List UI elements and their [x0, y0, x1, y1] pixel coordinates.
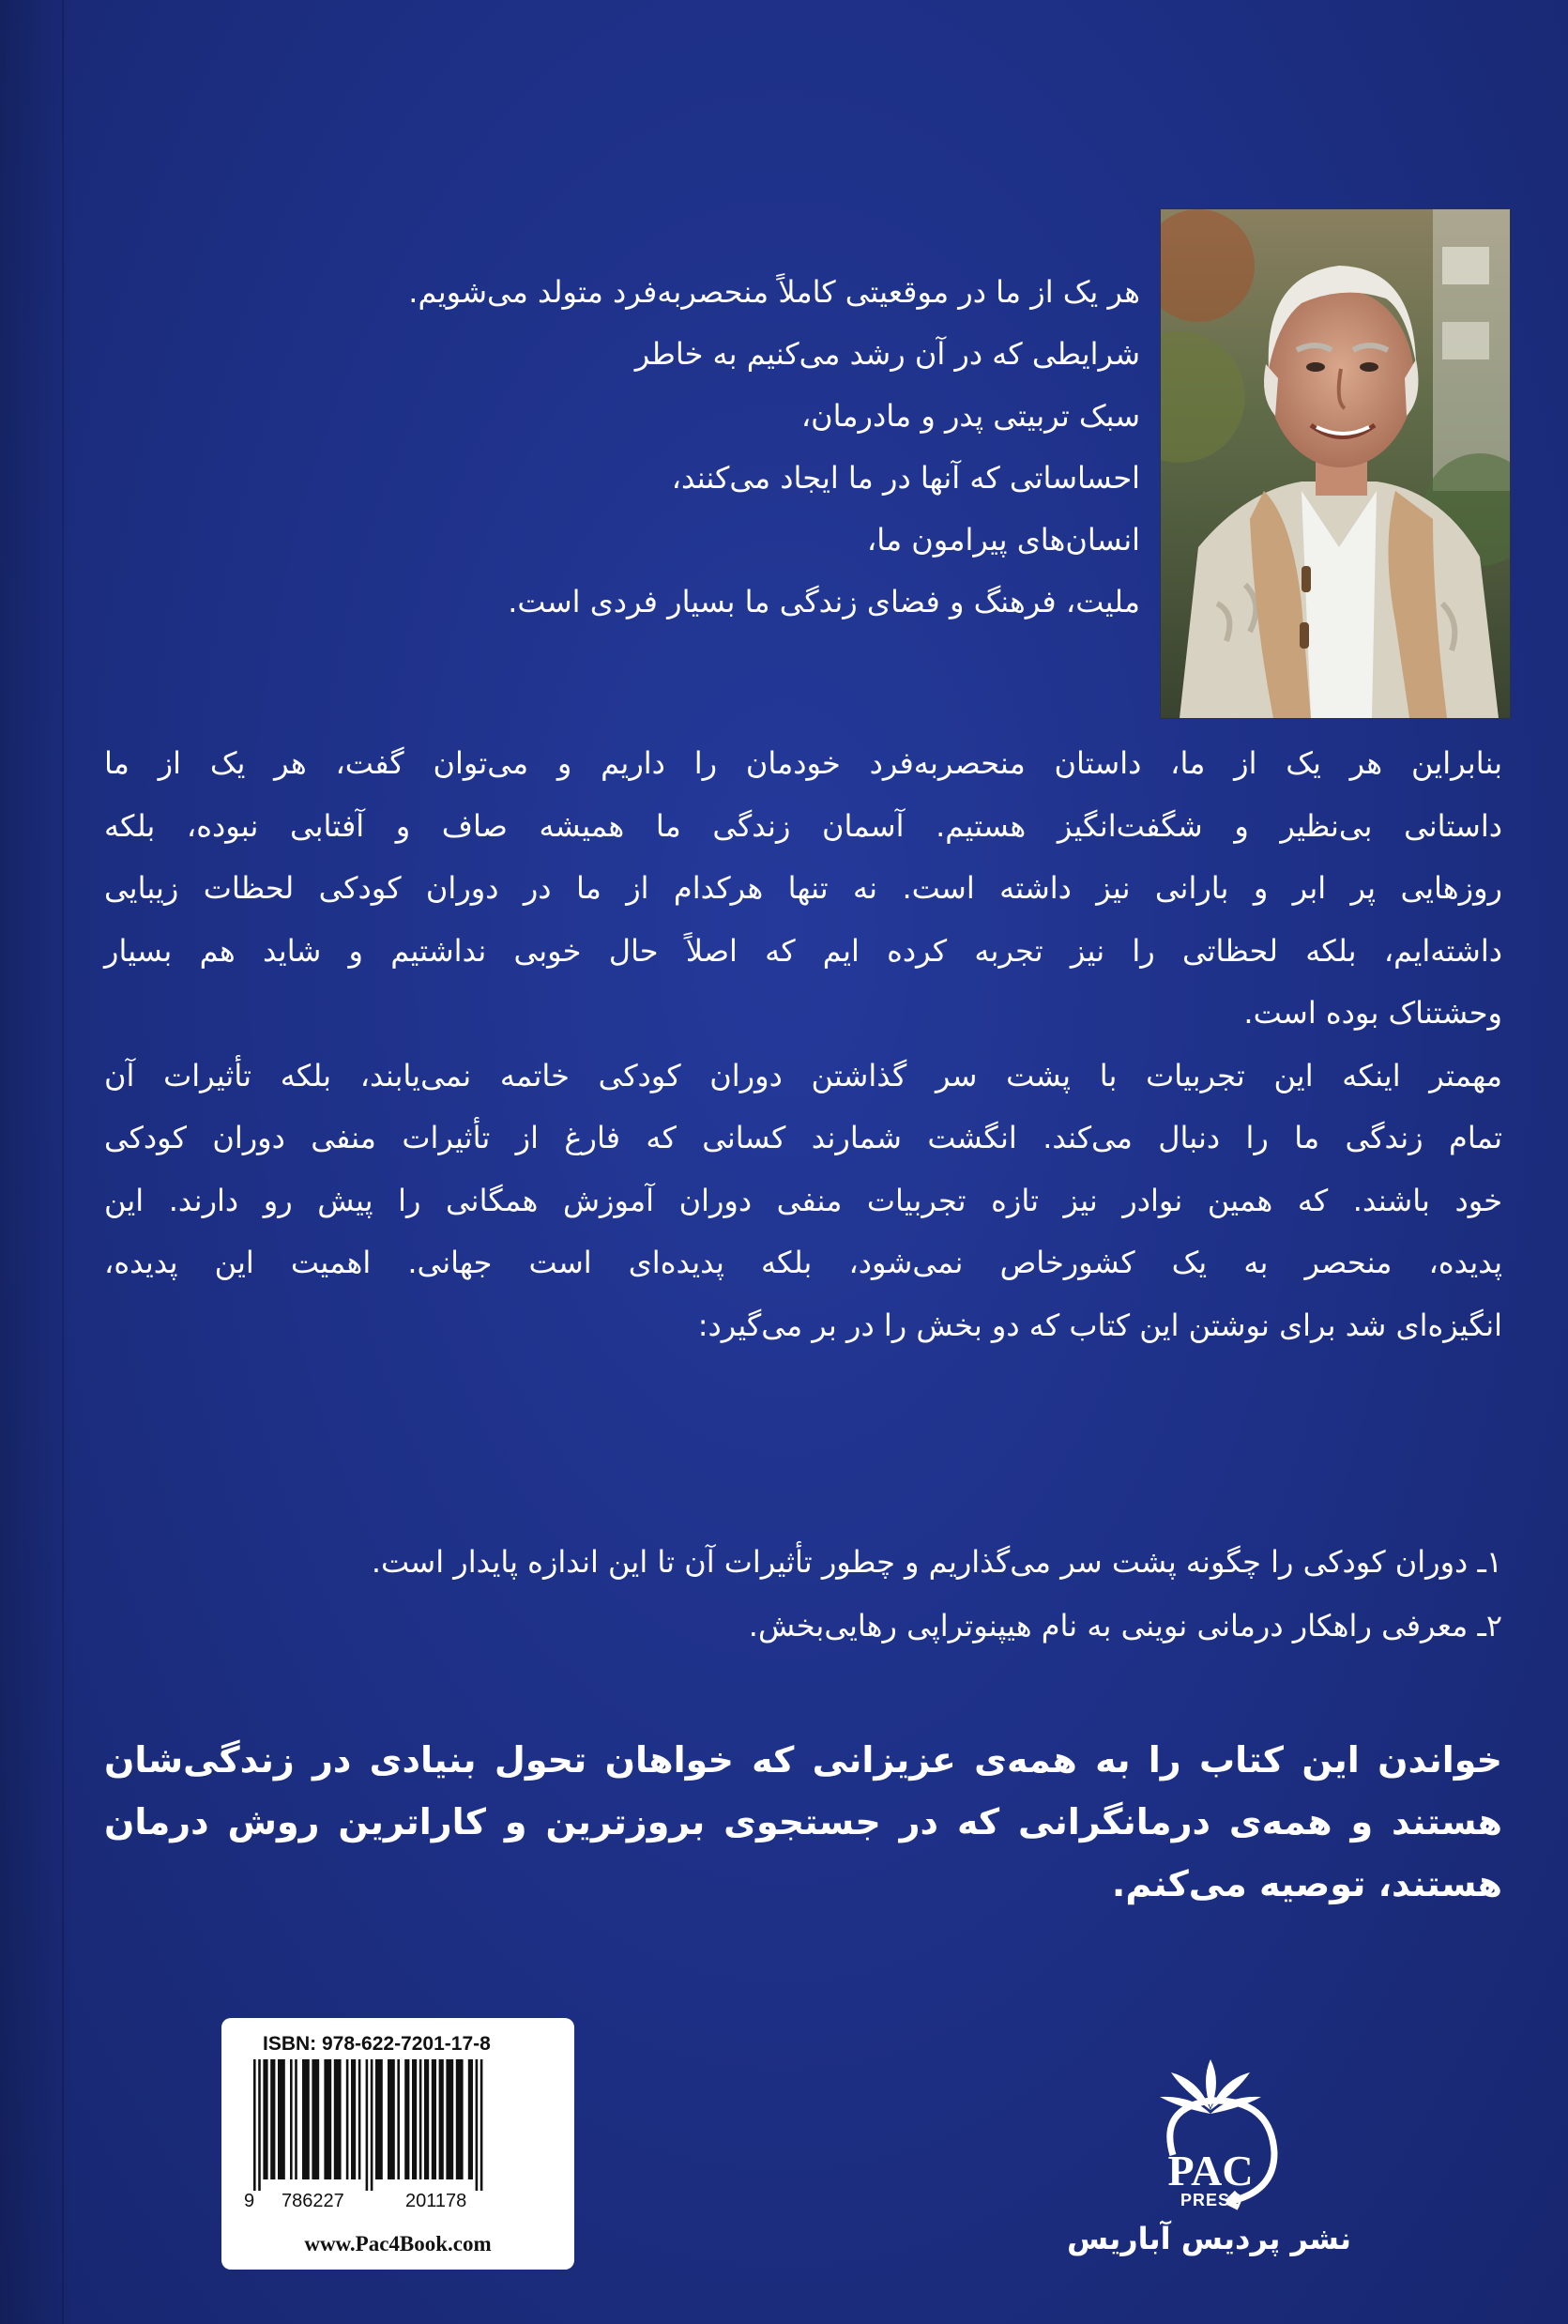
recommendation-line: هستند، توصیه می‌کنم. — [1111, 1863, 1502, 1904]
barcode-bar — [468, 2059, 473, 2179]
barcode-bar — [412, 2059, 417, 2179]
paragraph-line: مهمتر اینکه این تجربیات با پشت سر گذاشتن دوران کودکی خاتمه نمی‌یابند، بلکه تأثیرات آن — [104, 1057, 1502, 1093]
paragraph-1 — [104, 732, 1502, 1045]
intro-line: احساساتی که آنها در ما ایجاد می‌کنند، — [671, 460, 1140, 496]
ean-right-digits: 201178 — [405, 2191, 467, 2211]
barcode-bar — [258, 2059, 261, 2191]
pac-logo-text: PAC — [1167, 2147, 1254, 2194]
recommendation-text — [104, 1729, 1502, 1915]
paragraph-line: خود باشند. که همین نوادر نیز تازه تجربیات منفی دوران آموزش همگانی را پیش رو دارند. این — [104, 1182, 1502, 1218]
paragraph-line: بنابراین هر یک از ما، داستان منحصربه‌فرد خودمان را داریم و می‌توان گفت، هر یک از ما — [104, 745, 1502, 781]
barcode-bar — [432, 2059, 436, 2179]
barcode-bar — [366, 2059, 369, 2191]
barcode-bar — [439, 2059, 444, 2179]
isbn-number: ISBN: 978-622-7201-17-8 — [263, 2033, 491, 2055]
publisher-name: نشر پردیس آباریس — [1066, 2221, 1351, 2256]
barcode-bar — [371, 2059, 373, 2191]
ean-lead-digit: 9 — [244, 2191, 255, 2211]
intro-line: هر یک از ما در موقعیتی کاملاً منحصربه‌فرد متولد می‌شویم. — [408, 274, 1140, 310]
publisher-logo — [1066, 2052, 1351, 2270]
barcode-bar — [346, 2059, 349, 2179]
paragraph-line: انگیزه‌ای شد برای نوشتن این کتاب که دو بخش را در بر می‌گیرد: — [697, 1307, 1502, 1343]
press-word: PRESS — [1180, 2191, 1243, 2209]
barcode-bar — [295, 2059, 297, 2179]
barcode-bar — [375, 2059, 383, 2179]
intro-line: ملیت، فرهنگ و فضای زندگی ما بسیار فردی است. — [508, 584, 1140, 619]
barcode-bar — [456, 2059, 464, 2179]
list-item: ۱ـ دوران کودکی را چگونه پشت سر می‌گذاریم و چطور تأثیرات آن تا این اندازه پایدار است. — [371, 1544, 1502, 1580]
barcode-bar — [358, 2059, 361, 2179]
barcode-bar — [397, 2059, 400, 2179]
barcode-bar — [302, 2059, 310, 2179]
barcode-bar — [351, 2059, 356, 2179]
paragraph-line: تمام زندگی ما را دنبال می‌کند. انگشت شمارند کسانی که فارغ از تأثیرات منفی دوران کودکی — [104, 1120, 1502, 1155]
barcode-bar — [404, 2059, 409, 2179]
body-text — [104, 732, 1502, 1356]
intro-line: انسان‌های پیرامون ما، — [866, 522, 1140, 558]
barcode-bar — [419, 2059, 422, 2179]
paragraph-line: داشته‌ایم، بلکه لحظاتی را نیز تجربه کرده ایم که اصلاً حال خوبی نداشتیم و شاید هم بسیار — [104, 932, 1502, 969]
intro-line: شرایطی که در آن رشد می‌کنیم به خاطر — [634, 336, 1140, 372]
barcode-icon — [250, 2059, 546, 2191]
intro-line: سبک تربیتی پدر و مادرمان، — [800, 398, 1140, 434]
barcode-bar — [424, 2059, 429, 2179]
list-item: ۲ـ معرفی راهکار درمانی نوینی به نام هیپنوتراپی رهایی‌بخش. — [748, 1608, 1502, 1644]
barcode-bar — [476, 2059, 479, 2191]
recommendation-line: هستند و همه‌ی درمانگرانی که در جستجوی بروزترین و کاراترین روش درمان — [104, 1801, 1502, 1842]
barcode-bar — [253, 2059, 256, 2191]
barcode-bar — [388, 2059, 395, 2179]
barcode-bar — [290, 2059, 293, 2179]
ean-left-digits: 786227 — [282, 2191, 344, 2211]
barcode-bar — [312, 2059, 319, 2179]
barcode-bar — [270, 2059, 275, 2179]
spine-edge-line — [62, 0, 64, 2324]
paragraph-line: روزهایی پر ابر و بارانی نیز داشته است. نه تنها هرکدام از ما در دوران کودکی لحظات زیبایی — [104, 870, 1502, 906]
recommendation-line: خواندن این کتاب را به همه‌ی عزیزانی که خواهان تحول بنیادی در زندگی‌شان — [104, 1739, 1502, 1781]
barcode-bar — [480, 2059, 483, 2191]
author-photo-illustration — [1161, 209, 1510, 718]
barcode-bar — [278, 2059, 285, 2179]
paragraph-line: پدیده، منحصر به یک کشورخاص نمی‌شود، بلکه پدیده‌ای است جهانی. اهمیت این پدیده، — [104, 1245, 1502, 1280]
paragraph-line: وحشتناک بوده است. — [1243, 995, 1502, 1031]
author-photo — [1160, 208, 1511, 719]
barcode-bar — [263, 2059, 267, 2179]
paragraph-line: داستانی بی‌نظیر و شگفت‌انگیز هستیم. آسمان زندگی ما همیشه صاف و آفتابی نبوده، بلکه — [104, 807, 1502, 844]
intro-text — [239, 261, 1140, 633]
barcode-label — [221, 2018, 574, 2270]
spine-shadow — [0, 0, 75, 2324]
barcode-bar — [446, 2059, 453, 2179]
publisher-website: www.Pac4Book.com — [304, 2232, 492, 2255]
barcode-bar — [324, 2059, 331, 2179]
paragraph-2 — [104, 1045, 1502, 1357]
book-parts-list — [104, 1530, 1502, 1658]
barcode-bar — [334, 2059, 342, 2179]
